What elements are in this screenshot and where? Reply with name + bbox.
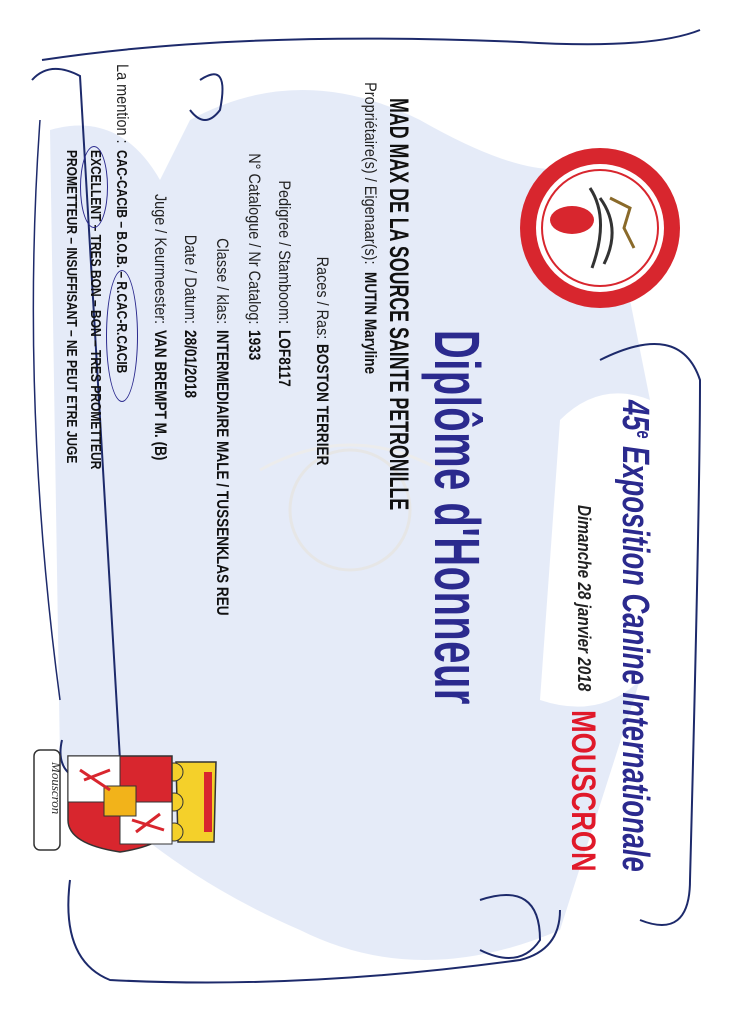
- catalogue-label: N° Catalogue / Nr Catalog:: [245, 152, 264, 324]
- pedigree-label: Pedigree / Stamboom:: [275, 180, 294, 324]
- mention-label: La mention :: [113, 64, 132, 144]
- catalogue-value: 1933: [245, 330, 264, 361]
- exhibition-title: 45e Exposition Canine Internationale: [614, 400, 656, 872]
- date-value: 28/01/2018: [181, 330, 200, 399]
- exhibition-date: Dimanche 28 janvier 2018: [574, 505, 594, 692]
- selected-grade-oval: [80, 146, 108, 228]
- selected-mention-oval: [106, 270, 138, 402]
- pedigree-value: LOF8117: [275, 330, 294, 387]
- owner-label: Propriétaire(s) / Eigenaar(s):: [361, 81, 380, 264]
- mention-line-1: CAC-CACIB – B.O.B. – R.CAC-R.CACIB: [113, 150, 130, 374]
- judge-value: VAN BREMPT M. (B): [151, 330, 170, 461]
- coat-of-arms-label: Mouscron: [49, 762, 64, 815]
- dog-name: MAD MAX DE LA SOURCE SAINTE PETRONILLE: [384, 98, 414, 511]
- breed-value: BOSTON TERRIER: [313, 344, 332, 466]
- mention-line-2: EXCELLENT – TRES BON – BON – TRES PROMETTEUR: [87, 150, 104, 470]
- breed-label: Races / Ras:: [313, 256, 332, 339]
- diploma-title: Diplôme d'Honneur: [421, 330, 493, 705]
- judge-label: Juge / Keurmeester:: [151, 193, 170, 324]
- date-label: Date / Datum:: [181, 234, 200, 324]
- class-value: INTERMEDIAIRE MALE / TUSSENKLAS REU: [213, 330, 232, 616]
- mention-line-3: PROMETTEUR – INSUFFISANT – NE PEUT ETRE JUGE: [63, 150, 80, 464]
- owner-value: MUTIN Maryline: [361, 272, 380, 375]
- class-label: Classe / klas:: [213, 238, 232, 324]
- exhibition-city: MOUSCRON: [564, 710, 602, 872]
